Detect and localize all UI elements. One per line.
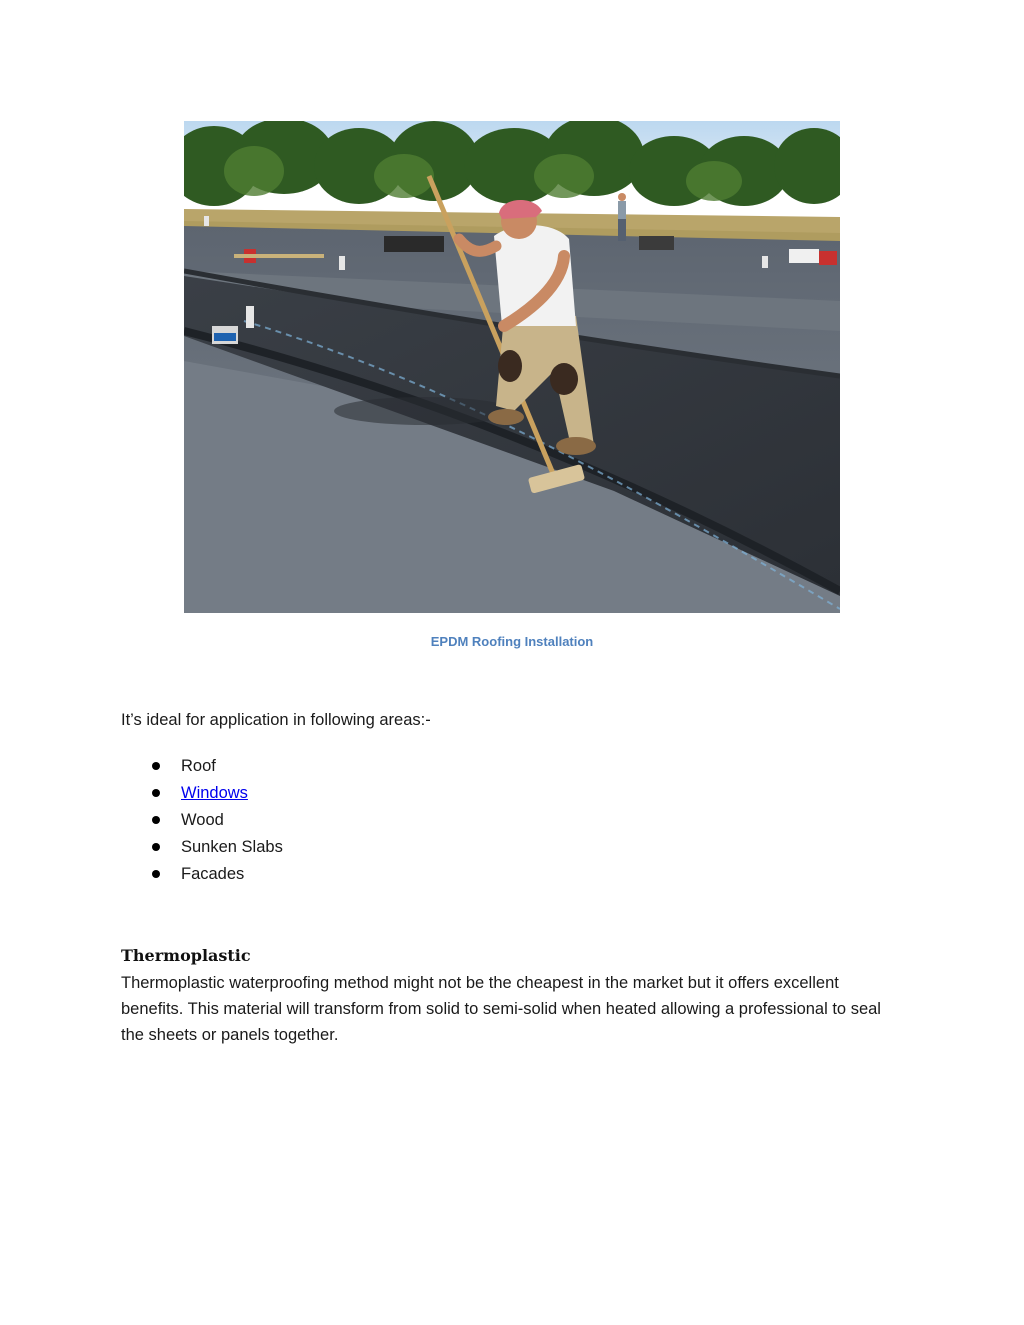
list-item bbox=[121, 807, 283, 834]
list-item bbox=[121, 753, 283, 780]
bullet-icon bbox=[152, 789, 160, 797]
section-heading: Thermoplastic bbox=[121, 946, 251, 965]
list-item-label: Roof bbox=[181, 757, 216, 775]
list-item bbox=[121, 834, 283, 861]
list-item bbox=[121, 780, 283, 807]
bullet-icon bbox=[152, 870, 160, 878]
bullet-icon bbox=[152, 843, 160, 851]
list-item-label: Facades bbox=[181, 865, 245, 883]
application-areas-list bbox=[121, 753, 283, 888]
section-body: Thermoplastic waterproofing method might not be the cheapest in the market but it offers excellent benefits. This material will transform from solid to semi-solid when heated allowing a professional to seal the sheets or panels together. bbox=[121, 974, 881, 1044]
list-item-label: Sunken Slabs bbox=[181, 838, 283, 856]
list-item bbox=[121, 861, 283, 888]
windows-link[interactable]: Windows bbox=[181, 784, 248, 802]
figure-caption: EPDM Roofing Installation bbox=[430, 634, 594, 649]
bullet-icon bbox=[152, 816, 160, 824]
intro-text: It’s ideal for application in following areas:- bbox=[121, 711, 431, 729]
bullet-icon bbox=[152, 762, 160, 770]
list-item-label: Wood bbox=[181, 811, 224, 829]
epdm-roofing-photo bbox=[184, 121, 840, 613]
